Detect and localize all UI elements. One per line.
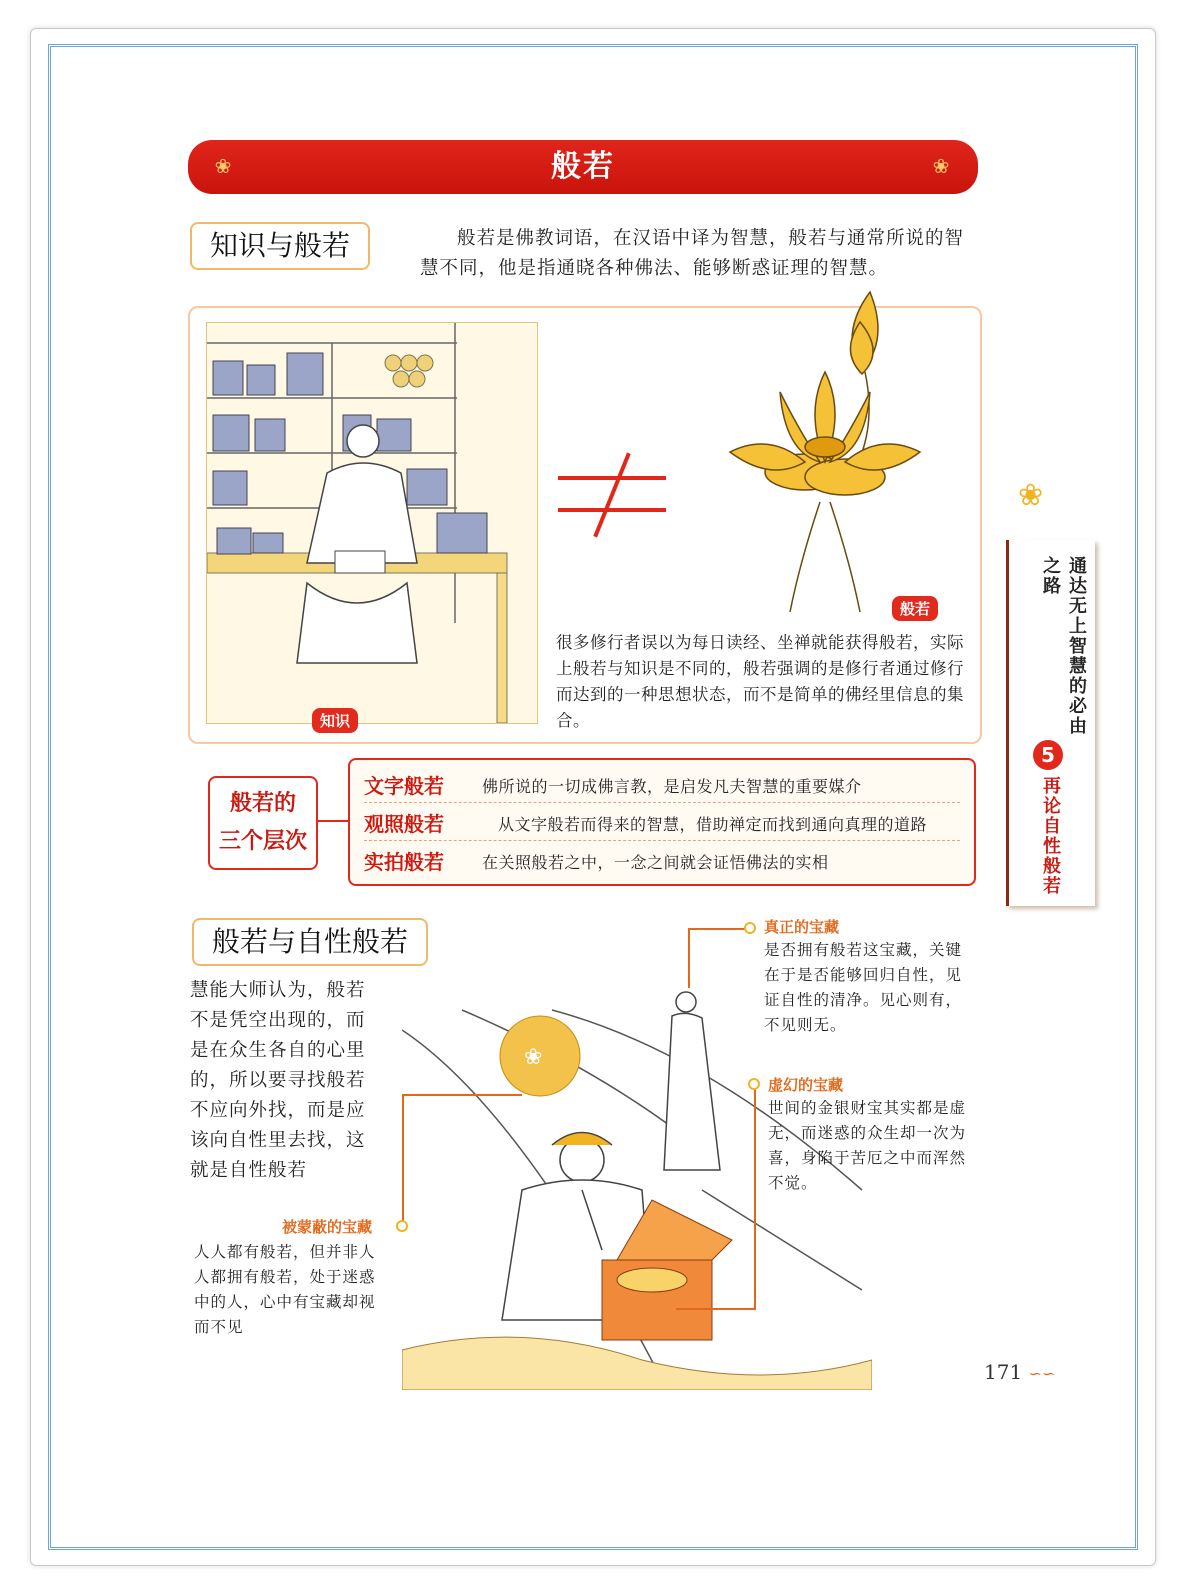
page-title: 般若 (551, 149, 615, 184)
levels-box (348, 758, 976, 886)
true-treasure-title: 真正的宝藏 (764, 918, 840, 936)
annotation-dot (748, 1078, 760, 1090)
hidden-treasure-text: 人人都有般若，但并非人人都拥有般若，处于迷惑中的人，心中有宝藏却视而不见 (194, 1243, 376, 1336)
leader-line (688, 928, 750, 930)
leader-line (676, 1308, 756, 1310)
annotation-dot (744, 922, 756, 934)
leader-line (402, 1094, 522, 1096)
chapter-side-tab (1006, 540, 1095, 906)
section-label-self-nature: 般若与自性般若 (192, 918, 428, 966)
cloud-ornament-icon: ∽∽ (1028, 1364, 1056, 1383)
leader-line (688, 928, 690, 988)
level-name: 实拍般若 (364, 850, 444, 874)
hidden-treasure-title: 被蒙蔽的宝藏 (282, 1218, 373, 1236)
level-desc: 佛所说的一切成佛言教，是启发凡夫智慧的重要媒介 (482, 777, 862, 796)
page-number-text: 171 (984, 1360, 1023, 1384)
leader-line (754, 1088, 756, 1308)
level-name: 文字般若 (364, 774, 444, 798)
level-row (364, 766, 960, 803)
chapter-number: 5 (1033, 740, 1063, 770)
illusory-treasure-text: 世间的金银财宝其实都是虚无，而迷惑的众生却一次为喜，身陷于苦厄之中而浑然不觉。 (768, 1099, 967, 1192)
knowledge-tag: 知识 (312, 708, 358, 733)
chapter-title: 通达无上智慧的必由之路 (1040, 556, 1087, 736)
page-number (984, 1360, 1055, 1384)
svg-text:❀: ❀ (524, 1045, 543, 1070)
intro-text: 般若是佛教词语，在汉语中译为智慧，般若与通常所说的智慧不同，他是指通晓各种佛法、能够断惑证理的智慧。 (420, 228, 965, 279)
level-row (364, 804, 960, 841)
levels-title-line2: 三个层次 (218, 828, 307, 854)
self-nature-text: 慧能大师认为，般若不是凭空出现的，而是在众生各自的心里的，所以要寻找般若不应向外找，而是应该向自性里去找，这就是自性般若 (190, 980, 366, 1181)
lotus-illustration (690, 282, 950, 612)
comparison-caption: 很多修行者误以为每日读经、坐禅就能获得般若，实际上般若与知识是不同的，般若强调的是修行者通过修行而达到的一种思想状态，而不是简单的佛经里信息的集合。 (556, 633, 964, 730)
leader-line (402, 1094, 404, 1224)
level-row (364, 842, 960, 878)
title-banner (188, 140, 978, 194)
prajna-tag: 般若 (892, 596, 938, 621)
levels-title (208, 776, 318, 870)
annotation-dot (396, 1220, 408, 1232)
level-desc: 从文字般若而得来的智慧，借助禅定而找到通向真理的道路 (498, 815, 928, 834)
levels-title-line1: 般若的 (229, 790, 296, 816)
section-title: 再论自性般若 (1040, 776, 1061, 896)
cloud-ornament-icon: ❀ (214, 154, 234, 178)
cloud-ornament-icon: ❀ (932, 154, 952, 178)
lotus-ornament-icon: ❀ (1018, 478, 1044, 513)
levels-connector (318, 820, 350, 822)
not-equal-icon (558, 450, 668, 540)
level-desc: 在关照般若之中，一念之间就会证悟佛法的实相 (482, 853, 829, 872)
section-label-knowledge: 知识与般若 (190, 222, 370, 270)
level-name: 观照般若 (364, 812, 444, 836)
true-treasure-text: 是否拥有般若这宝藏，关键在于是否能够回归自性，见证自性的清净。见心则有，不见则无。 (764, 941, 963, 1034)
monk-reading-illustration (206, 322, 538, 724)
illusory-treasure-title: 虚幻的宝藏 (768, 1076, 844, 1094)
